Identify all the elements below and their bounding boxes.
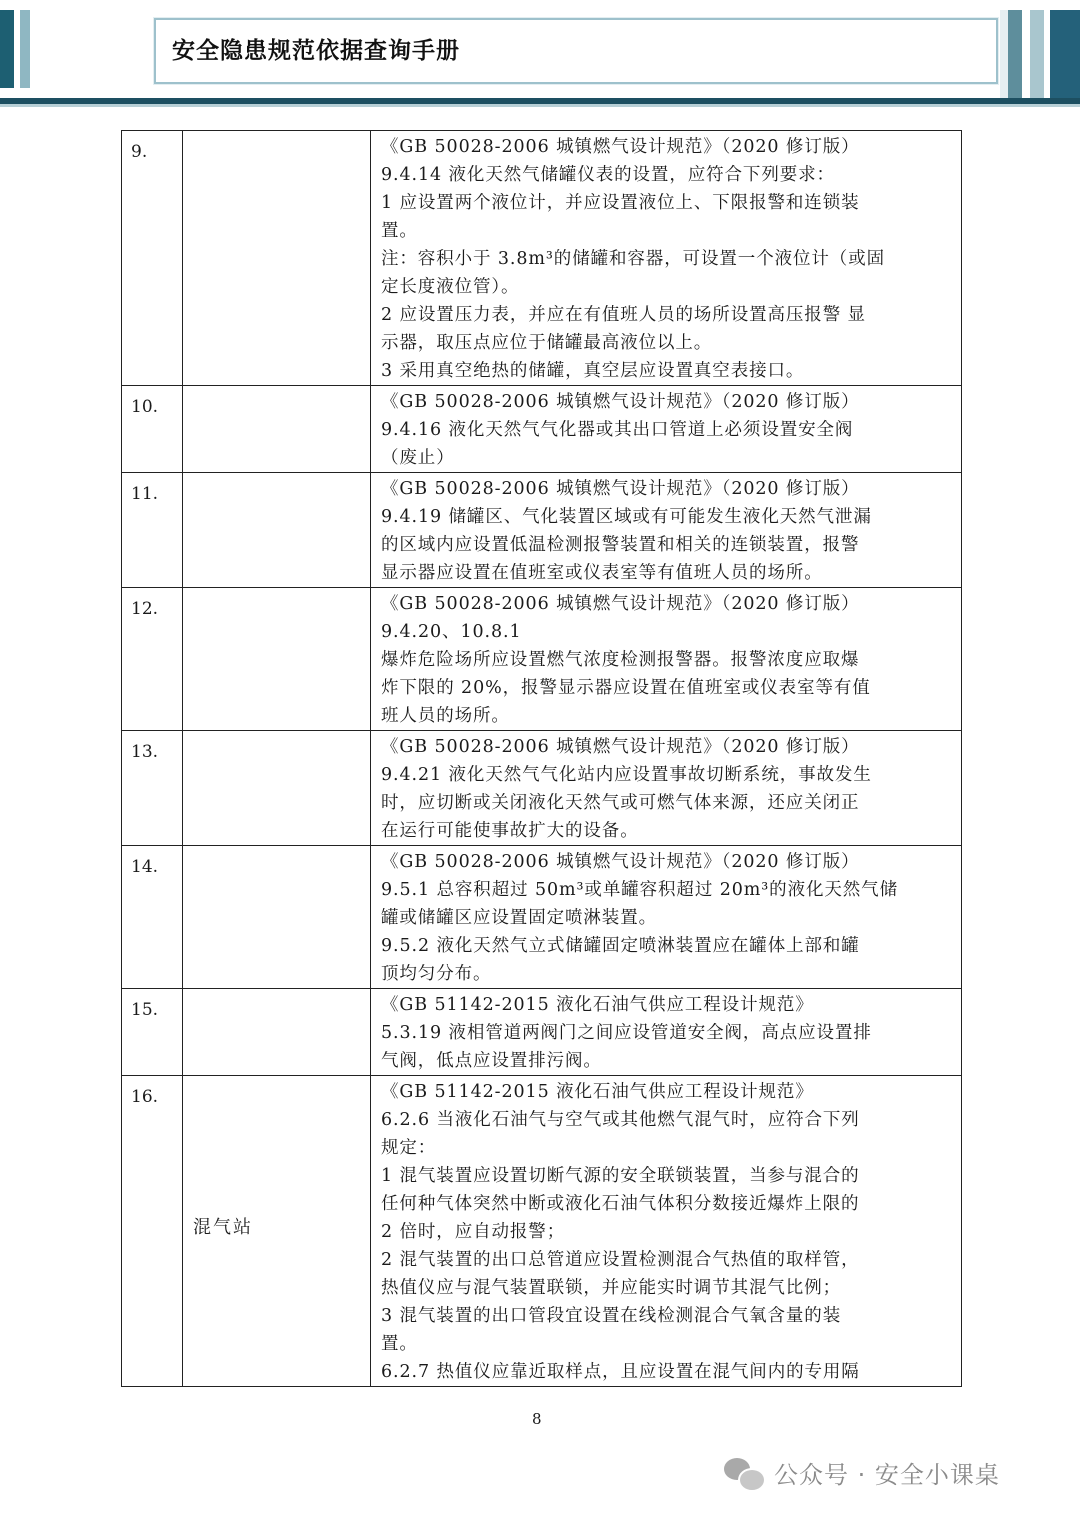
row-text: [371, 846, 962, 989]
text-line: 气阀，低点应设置排污阀。: [381, 1051, 602, 1071]
text-line: 热值仪应与混气装置联锁，并应能实时调节其混气比例；: [381, 1278, 841, 1298]
watermark: [724, 1455, 1000, 1490]
text-line: 6.2.6 当液化石油气与空气或其他燃气混气时，应符合下列: [381, 1110, 860, 1130]
row-number: 15.: [122, 989, 183, 1076]
text-line: 爆炸危险场所应设置燃气浓度检测报警器。报警浓度应取爆: [381, 650, 860, 670]
row-text: [371, 989, 962, 1076]
text-line: 9.5.2 液化天然气立式储罐固定喷淋装置应在罐体上部和罐: [381, 936, 860, 956]
row-location: [183, 588, 371, 731]
text-line: 置。: [381, 1334, 418, 1354]
row-number: 10.: [122, 386, 183, 473]
text-line: 3 采用真空绝热的储罐，真空层应设置真空表接口。: [381, 361, 805, 381]
table-row: [122, 1076, 962, 1387]
text-line: 6.2.7 热值仪应靠近取样点，且应设置在混气间内的专用隔: [381, 1362, 860, 1382]
text-line: 1 应设置两个液位计，并应设置液位上、下限报警和连锁装: [381, 193, 860, 213]
text-line: 《GB 50028-2006 城镇燃气设计规范》（2020 修订版）: [381, 852, 860, 872]
row-number: 9.: [122, 131, 183, 386]
text-line: 《GB 50028-2006 城镇燃气设计规范》（2020 修订版）: [381, 392, 860, 412]
header-rule-light: [0, 104, 1080, 107]
row-location: [183, 386, 371, 473]
row-location: [183, 1076, 371, 1387]
row-location: [183, 731, 371, 846]
row-text: [371, 731, 962, 846]
table-row: [122, 588, 962, 731]
row-text: [371, 131, 962, 386]
text-line: 注：容积小于 3.8m³的储罐和容器，可设置一个液位计（或固: [381, 249, 886, 269]
regulation-table: [121, 130, 962, 1387]
text-line: 《GB 51142-2015 液化石油气供应工程设计规范》: [381, 1082, 814, 1102]
table-row: [122, 989, 962, 1076]
row-location: [183, 131, 371, 386]
text-line: 9.4.14 液化天然气储罐仪表的设置，应符合下列要求：: [381, 165, 835, 185]
text-line: 9.4.21 液化天然气气化站内应设置事故切断系统，事故发生: [381, 765, 872, 785]
text-line: 2 倍时，应自动报警；: [381, 1222, 566, 1242]
text-line: 3 混气装置的出口管段宜设置在线检测混合气氧含量的装: [381, 1306, 842, 1326]
header-stripe-left-light: [20, 10, 30, 88]
text-line: 9.5.1 总容积超过 50m³或单罐容积超过 20m³的液化天然气储: [381, 880, 898, 900]
text-line: 时，应切断或关闭液化天然气或可燃气体来源，还应关闭正: [381, 793, 860, 813]
text-line: 2 应设置压力表，并应在有值班人员的场所设置高压报警 显: [381, 305, 866, 325]
text-line: 9.4.16 液化天然气气化器或其出口管道上必须设置安全阀: [381, 420, 854, 440]
watermark-text: 公众号 · 安全小课桌: [774, 1461, 1000, 1489]
table-row: [122, 731, 962, 846]
text-line: 9.4.19 储罐区、气化装置区域或有可能发生液化天然气泄漏: [381, 507, 872, 527]
text-line: 在运行可能使事故扩大的设备。: [381, 821, 639, 841]
row-text: [371, 473, 962, 588]
text-line: 《GB 50028-2006 城镇燃气设计规范》（2020 修订版）: [381, 137, 860, 157]
header-stripes-right: [1000, 10, 1080, 98]
location-label: 混气站: [193, 1217, 253, 1238]
text-line: 显示器应设置在值班室或仪表室等有值班人员的场所。: [381, 563, 823, 583]
row-location: [183, 473, 371, 588]
text-line: 9.4.20、10.8.1: [381, 622, 522, 642]
text-line: 《GB 50028-2006 城镇燃气设计规范》（2020 修订版）: [381, 594, 860, 614]
header-title-box: [154, 18, 998, 84]
text-line: 定长度液位管）。: [381, 277, 520, 297]
row-text: [371, 1076, 962, 1387]
wechat-icon: [724, 1456, 764, 1490]
text-line: 《GB 51142-2015 液化石油气供应工程设计规范》: [381, 995, 814, 1015]
text-line: 的区域内应设置低温检测报警装置和相关的连锁装置，报警: [381, 535, 860, 555]
text-line: 罐或储罐区应设置固定喷淋装置。: [381, 908, 657, 928]
header-stripe-left: [0, 10, 14, 88]
text-line: （废止）: [381, 448, 455, 468]
table-row: [122, 131, 962, 386]
text-line: 5.3.19 液相管道两阀门之间应设管道安全阀，高点应设置排: [381, 1023, 872, 1043]
page-title: 安全隐患规范依据查询手册: [172, 38, 460, 64]
text-line: 1 混气装置应设置切断气源的安全联锁装置，当参与混合的: [381, 1166, 860, 1186]
row-text: [371, 588, 962, 731]
page-number: 8: [532, 1410, 542, 1428]
table-row: [122, 846, 962, 989]
text-line: 《GB 50028-2006 城镇燃气设计规范》（2020 修订版）: [381, 479, 860, 499]
row-location: [183, 989, 371, 1076]
text-line: 炸下限的 20%，报警显示器应设置在值班室或仪表室等有值: [381, 678, 871, 698]
row-number: 14.: [122, 846, 183, 989]
text-line: 顶均匀分布。: [381, 964, 492, 984]
row-number: 12.: [122, 588, 183, 731]
table-row: [122, 473, 962, 588]
text-line: 置。: [381, 221, 418, 241]
row-location: [183, 846, 371, 989]
text-line: 示器，取压点应位于储罐最高液位以上。: [381, 333, 713, 353]
text-line: 班人员的场所。: [381, 706, 510, 726]
row-number: 13.: [122, 731, 183, 846]
row-number: 11.: [122, 473, 183, 588]
text-line: 《GB 50028-2006 城镇燃气设计规范》（2020 修订版）: [381, 737, 860, 757]
row-number: 16.: [122, 1076, 183, 1387]
text-line: 规定：: [381, 1138, 437, 1158]
row-text: [371, 386, 962, 473]
table-row: [122, 386, 962, 473]
text-line: 任何种气体突然中断或液化石油气体积分数接近爆炸上限的: [381, 1194, 860, 1214]
text-line: 2 混气装置的出口总管道应设置检测混合气热值的取样管，: [381, 1250, 860, 1270]
